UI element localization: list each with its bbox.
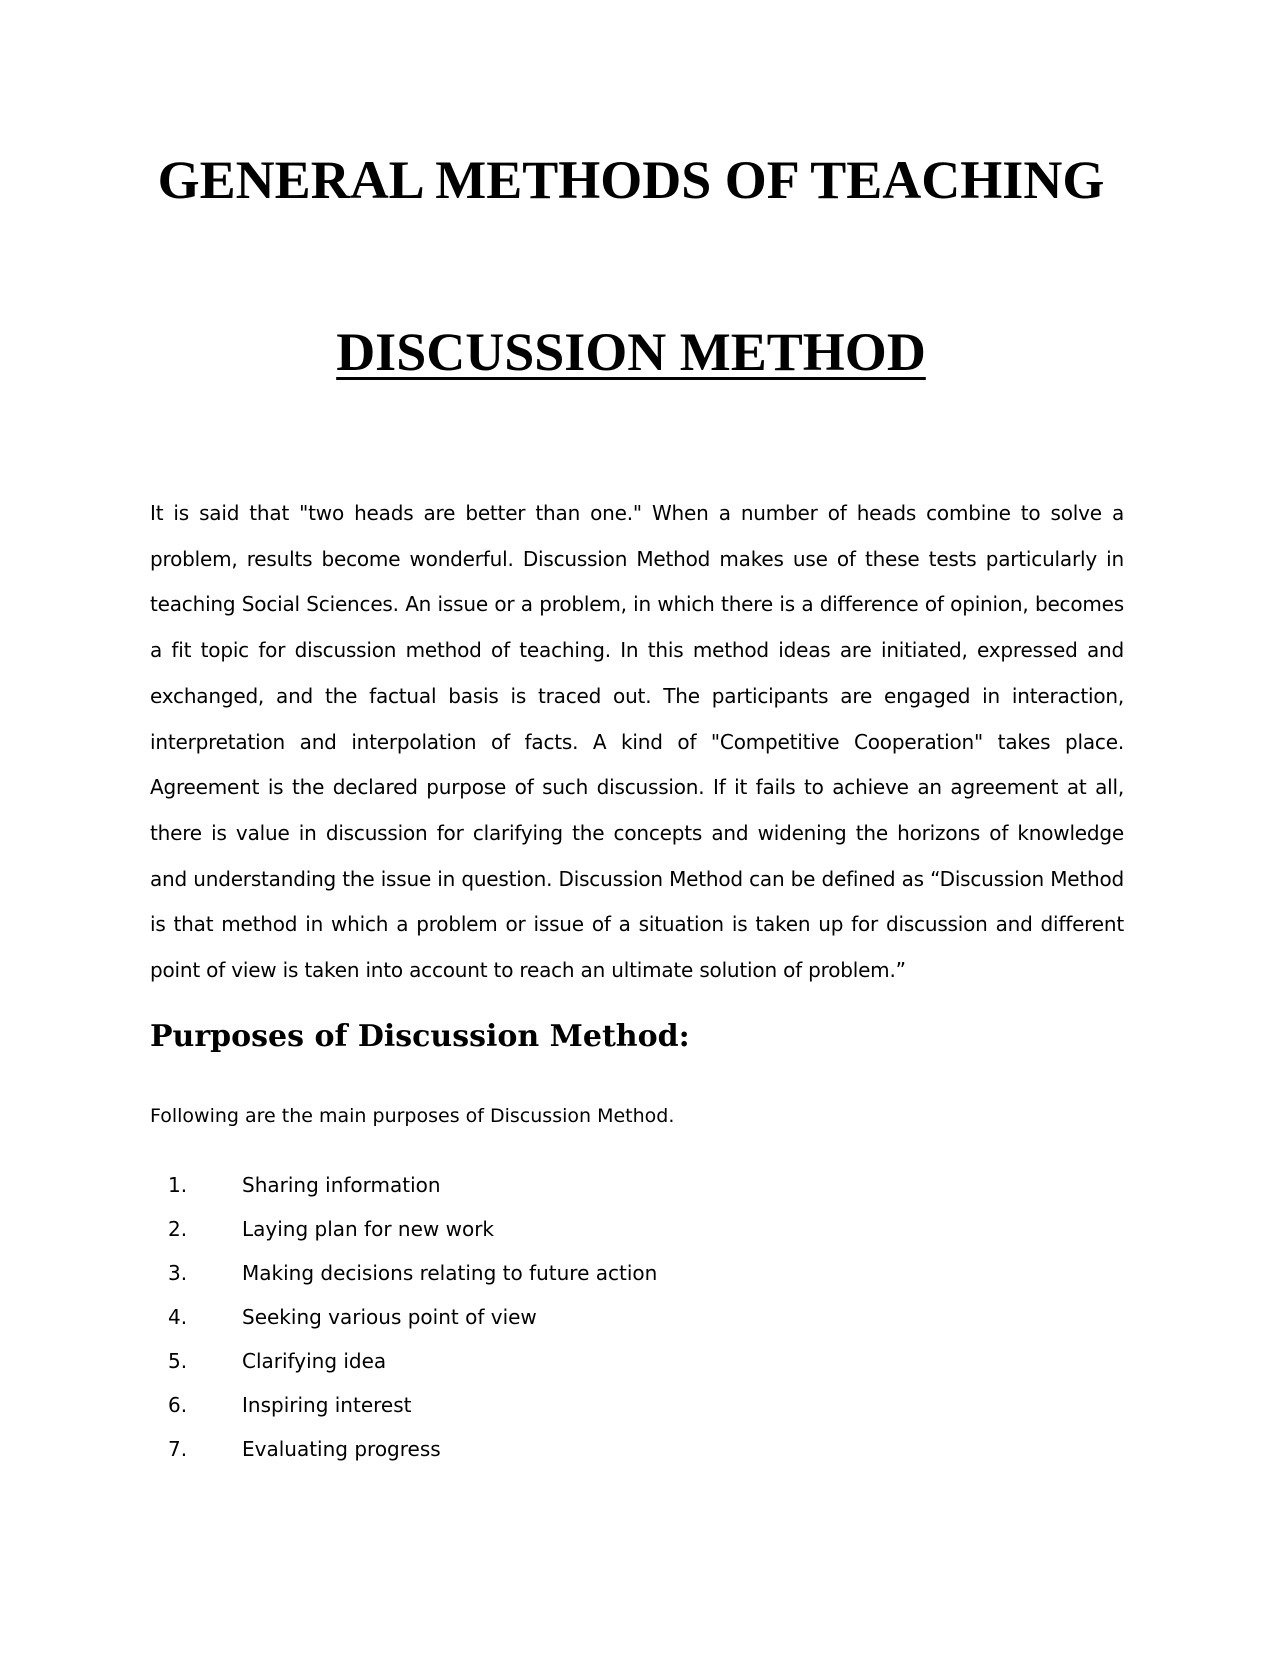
list-item (150, 1383, 950, 1427)
list-item-text: Sharing information (242, 1173, 441, 1197)
section-title (0, 320, 1262, 384)
list-item (150, 1427, 950, 1471)
list-item (150, 1251, 950, 1295)
list-item-text: Making decisions relating to future action (242, 1261, 658, 1285)
list-item-number: 1. (168, 1173, 188, 1197)
list-item-number: 2. (168, 1217, 188, 1241)
list-item-number: 4. (168, 1305, 188, 1329)
list-item-text: Clarifying idea (242, 1349, 387, 1373)
purposes-intro: Following are the main purposes of Discussion Method. (150, 1105, 675, 1127)
main-title: GENERAL METHODS OF TEACHING (157, 150, 1105, 210)
list-item (150, 1163, 950, 1207)
list-item (150, 1339, 950, 1383)
purposes-heading: Purposes of Discussion Method: (150, 1019, 690, 1054)
section-title-text: DISCUSSION METHOD (336, 322, 926, 382)
list-item-text: Seeking various point of view (242, 1305, 537, 1329)
list-item-text: Evaluating progress (242, 1437, 441, 1461)
list-item (150, 1295, 950, 1339)
list-item-number: 6. (168, 1393, 188, 1417)
list-item (150, 1207, 950, 1251)
list-item-number: 7. (168, 1437, 188, 1461)
list-item-number: 5. (168, 1349, 188, 1373)
list-item-number: 3. (168, 1261, 188, 1285)
body-paragraph: It is said that "two heads are better than one." When a number of heads combine to solve a problem, results become wonderful. Discussion Method makes use of these tests particularly in teaching Social Sciences. An issue or a problem, in which there is a difference of opinion, becomes a fit topic for discussion method of teaching. In this method ideas are initiated, expressed and exchanged, and the factual basis is traced out. The participants are engaged in interaction, interpretation and interpolation of facts. A kind of "Competitive Cooperation" takes place. Agreement is the declared purpose of such discussion. If it fails to achieve an agreement at all, there is value in discussion for clarifying the concepts and widening the horizons of knowledge and understanding the issue in question. Discussion Method can be defined as “Discussion Method is that method in which a problem or issue of a situation is taken up for discussion and different point of view is taken into account to reach an ultimate solution of problem.” (150, 501, 1124, 983)
list-item-text: Laying plan for new work (242, 1217, 495, 1241)
list-item-text: Inspiring interest (242, 1393, 412, 1417)
purposes-list (150, 1163, 950, 1471)
